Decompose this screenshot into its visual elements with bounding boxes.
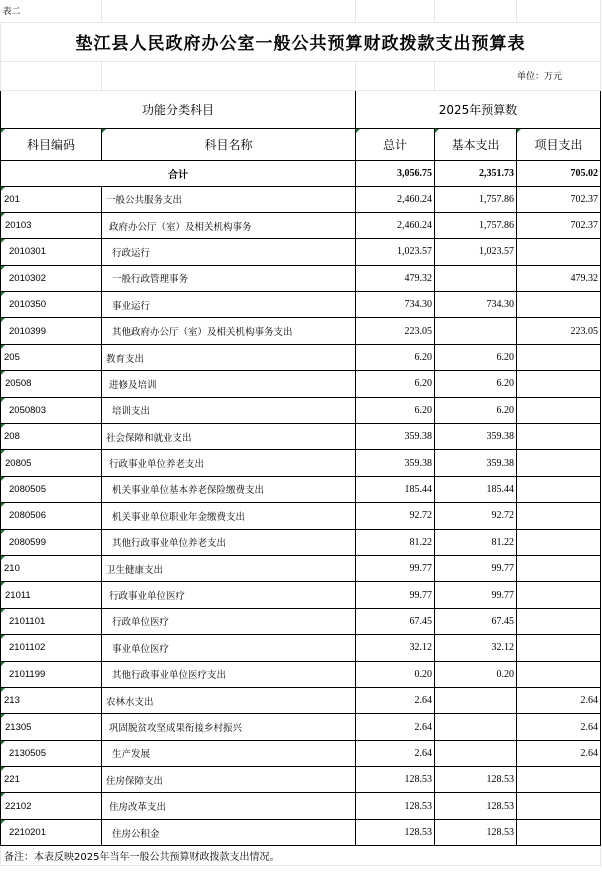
row-basic: 359.38 <box>435 424 517 450</box>
row-project: 2.64 <box>517 740 601 766</box>
row-project: 479.32 <box>517 265 601 291</box>
row-basic: 1,757.86 <box>435 186 517 212</box>
row-total: 128.53 <box>356 819 435 845</box>
row-project <box>517 371 601 397</box>
row-total: 2,460.24 <box>356 186 435 212</box>
table-row <box>1 450 601 476</box>
project-header: 项目支出 <box>517 128 601 160</box>
table-row <box>1 503 601 529</box>
row-total: 359.38 <box>356 424 435 450</box>
row-name: 社会保障和就业支出 <box>102 424 356 450</box>
row-code: 2130505 <box>1 740 102 766</box>
row-name: 住房公积金 <box>102 819 356 845</box>
name-header: 科目名称 <box>102 128 356 160</box>
row-name: 一般行政管理事务 <box>102 265 356 291</box>
row-name: 事业运行 <box>102 292 356 318</box>
row-total: 99.77 <box>356 582 435 608</box>
row-total: 1,023.57 <box>356 239 435 265</box>
row-total: 2.64 <box>356 714 435 740</box>
row-code: 21305 <box>1 714 102 740</box>
row-basic: 359.38 <box>435 450 517 476</box>
row-total: 92.72 <box>356 503 435 529</box>
row-project: 2.64 <box>517 687 601 713</box>
row-project <box>517 424 601 450</box>
row-basic: 32.12 <box>435 635 517 661</box>
row-basic: 6.20 <box>435 371 517 397</box>
row-code: 20805 <box>1 450 102 476</box>
row-total: 223.05 <box>356 318 435 344</box>
row-name: 政府办公厅（室）及相关机构事务 <box>102 212 356 238</box>
row-code: 2080599 <box>1 529 102 555</box>
table-row <box>1 292 601 318</box>
row-code: 22102 <box>1 793 102 819</box>
table-row <box>1 239 601 265</box>
row-code: 2080506 <box>1 503 102 529</box>
basic-header: 基本支出 <box>435 128 517 160</box>
row-total: 6.20 <box>356 344 435 370</box>
row-code: 2010301 <box>1 239 102 265</box>
row-total: 32.12 <box>356 635 435 661</box>
table-row <box>1 767 601 793</box>
page-title: 垫江县人民政府办公室一般公共预算财政拨款支出预算表 <box>1 22 601 61</box>
table-row <box>1 186 601 212</box>
row-name: 行政事业单位医疗 <box>102 582 356 608</box>
row-code: 2010399 <box>1 318 102 344</box>
sheet-label: 表二 <box>1 0 102 22</box>
row-project <box>517 529 601 555</box>
row-name: 事业单位医疗 <box>102 635 356 661</box>
row-project <box>517 793 601 819</box>
row-basic: 128.53 <box>435 767 517 793</box>
table-row <box>1 582 601 608</box>
row-basic: 99.77 <box>435 555 517 581</box>
row-project <box>517 555 601 581</box>
table-row <box>1 608 601 634</box>
row-project <box>517 292 601 318</box>
row-project <box>517 767 601 793</box>
row-project <box>517 239 601 265</box>
row-basic: 81.22 <box>435 529 517 555</box>
row-name: 生产发展 <box>102 740 356 766</box>
table-body <box>1 186 601 846</box>
table-row <box>1 397 601 423</box>
table-row <box>1 265 601 291</box>
row-total: 128.53 <box>356 767 435 793</box>
total-row-project: 705.02 <box>517 160 601 186</box>
row-project: 223.05 <box>517 318 601 344</box>
table-row <box>1 635 601 661</box>
table-row <box>1 424 601 450</box>
total-row-total: 3,056.75 <box>356 160 435 186</box>
table-row <box>1 661 601 687</box>
row-name: 培训支出 <box>102 397 356 423</box>
row-code: 20508 <box>1 371 102 397</box>
row-name: 机关事业单位基本养老保险缴费支出 <box>102 476 356 502</box>
row-total: 81.22 <box>356 529 435 555</box>
row-total: 2,460.24 <box>356 212 435 238</box>
table-row <box>1 555 601 581</box>
row-project <box>517 819 601 845</box>
row-project <box>517 635 601 661</box>
code-header: 科目编码 <box>1 128 102 160</box>
row-name: 农林水支出 <box>102 687 356 713</box>
row-basic <box>435 265 517 291</box>
table-row <box>1 476 601 502</box>
row-name: 一般公共服务支出 <box>102 186 356 212</box>
row-project <box>517 397 601 423</box>
row-name: 其他政府办公厅（室）及相关机构事务支出 <box>102 318 356 344</box>
table-row <box>1 318 601 344</box>
footnote: 备注：本表反映2025年当年一般公共预算财政拨款支出情况。 <box>1 846 601 866</box>
row-basic <box>435 318 517 344</box>
table-row <box>1 714 601 740</box>
row-project <box>517 503 601 529</box>
table-row <box>1 819 601 845</box>
row-name: 巩固脱贫攻坚成果衔接乡村振兴 <box>102 714 356 740</box>
row-total: 0.20 <box>356 661 435 687</box>
row-project <box>517 476 601 502</box>
row-code: 213 <box>1 687 102 713</box>
table-row <box>1 687 601 713</box>
row-code: 208 <box>1 424 102 450</box>
row-code: 2080505 <box>1 476 102 502</box>
row-basic: 67.45 <box>435 608 517 634</box>
table-row <box>1 793 601 819</box>
row-total: 128.53 <box>356 793 435 819</box>
row-code: 210 <box>1 555 102 581</box>
row-name: 其他行政事业单位养老支出 <box>102 529 356 555</box>
row-code: 2010350 <box>1 292 102 318</box>
row-project <box>517 450 601 476</box>
row-project <box>517 661 601 687</box>
row-code: 21011 <box>1 582 102 608</box>
total-row-label: 合计 <box>1 160 356 186</box>
row-code: 201 <box>1 186 102 212</box>
table-row <box>1 212 601 238</box>
row-total: 2.64 <box>356 687 435 713</box>
category-header: 功能分类科目 <box>1 90 356 128</box>
row-project: 702.37 <box>517 186 601 212</box>
row-basic: 128.53 <box>435 793 517 819</box>
row-code: 20103 <box>1 212 102 238</box>
row-basic: 734.30 <box>435 292 517 318</box>
table-row <box>1 371 601 397</box>
row-basic: 6.20 <box>435 344 517 370</box>
row-name: 教育支出 <box>102 344 356 370</box>
row-name: 住房保障支出 <box>102 767 356 793</box>
row-basic <box>435 687 517 713</box>
row-total: 6.20 <box>356 397 435 423</box>
row-total: 359.38 <box>356 450 435 476</box>
row-total: 185.44 <box>356 476 435 502</box>
total-row-basic: 2,351.73 <box>435 160 517 186</box>
row-basic <box>435 714 517 740</box>
row-total: 6.20 <box>356 371 435 397</box>
row-code: 2210201 <box>1 819 102 845</box>
row-project <box>517 344 601 370</box>
row-code: 205 <box>1 344 102 370</box>
row-name: 机关事业单位职业年金缴费支出 <box>102 503 356 529</box>
row-basic: 1,757.86 <box>435 212 517 238</box>
row-total: 734.30 <box>356 292 435 318</box>
row-name: 其他行政事业单位医疗支出 <box>102 661 356 687</box>
row-name: 住房改革支出 <box>102 793 356 819</box>
row-project: 2.64 <box>517 714 601 740</box>
row-project <box>517 608 601 634</box>
row-basic: 99.77 <box>435 582 517 608</box>
table-row <box>1 529 601 555</box>
row-code: 2101102 <box>1 635 102 661</box>
row-total: 2.64 <box>356 740 435 766</box>
row-code: 2010302 <box>1 265 102 291</box>
row-name: 行政运行 <box>102 239 356 265</box>
table-row <box>1 740 601 766</box>
row-code: 2101101 <box>1 608 102 634</box>
row-basic: 6.20 <box>435 397 517 423</box>
row-name: 行政事业单位养老支出 <box>102 450 356 476</box>
row-basic: 1,023.57 <box>435 239 517 265</box>
budget-header: 2025年预算数 <box>356 90 601 128</box>
row-basic <box>435 740 517 766</box>
row-code: 2050803 <box>1 397 102 423</box>
row-name: 行政单位医疗 <box>102 608 356 634</box>
table-row <box>1 344 601 370</box>
row-total: 67.45 <box>356 608 435 634</box>
row-total: 99.77 <box>356 555 435 581</box>
row-project <box>517 582 601 608</box>
row-basic: 185.44 <box>435 476 517 502</box>
row-project: 702.37 <box>517 212 601 238</box>
unit-label: 单位：万元 <box>435 61 601 90</box>
row-code: 2101199 <box>1 661 102 687</box>
row-name: 卫生健康支出 <box>102 555 356 581</box>
row-total: 479.32 <box>356 265 435 291</box>
row-code: 221 <box>1 767 102 793</box>
row-name: 进修及培训 <box>102 371 356 397</box>
row-basic: 92.72 <box>435 503 517 529</box>
row-basic: 0.20 <box>435 661 517 687</box>
total-header: 总计 <box>356 128 435 160</box>
row-basic: 128.53 <box>435 819 517 845</box>
